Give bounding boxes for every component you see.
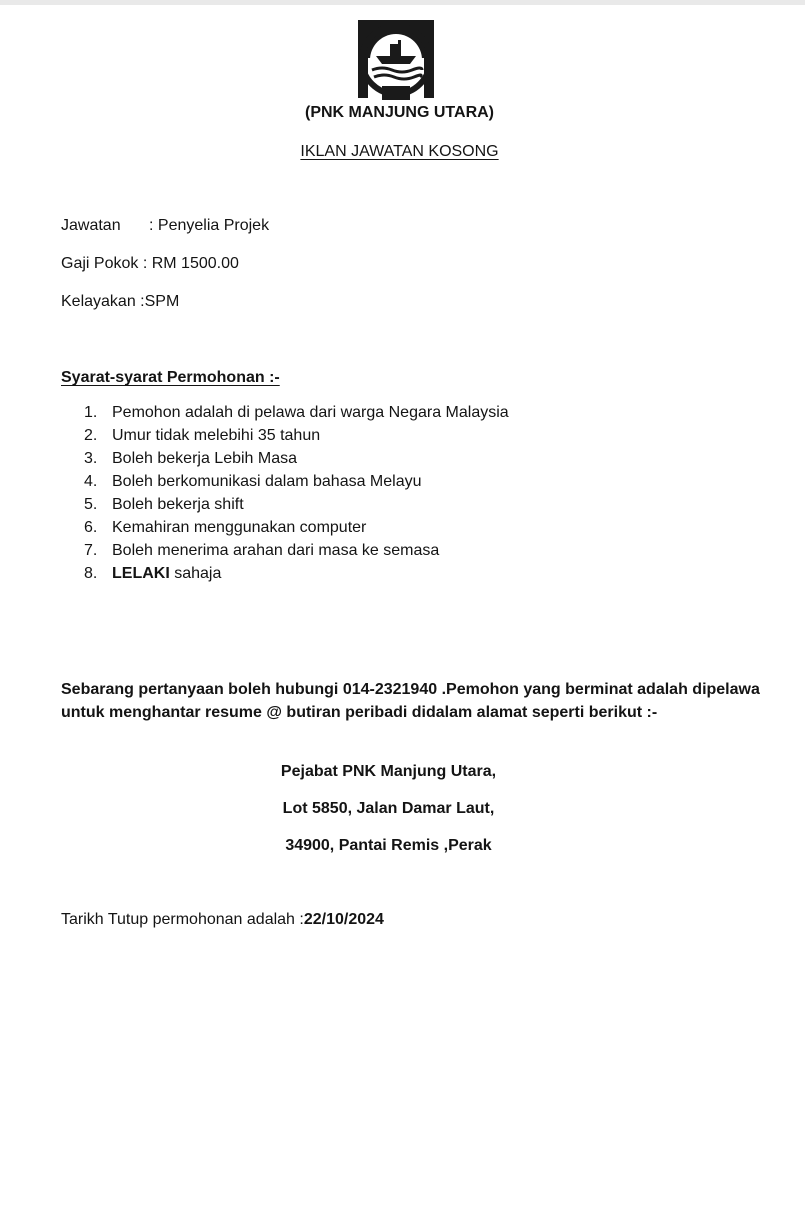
salary-label: Gaji Pokok [61,255,139,272]
list-item: 3. Boleh bekerja Lebih Masa [84,450,298,467]
document-title: IKLAN JAWATAN KOSONG [300,143,499,160]
list-item: 7. Boleh menerima arahan dari masa ke semasa [84,542,440,559]
requirements-heading: Syarat-syarat Permohonan :- [61,369,280,386]
salary-value: : RM 1500.00 [142,255,239,272]
pnk-logo-icon [352,18,440,102]
list-item: 4. Boleh berkomunikasi dalam bahasa Melayu [84,473,422,490]
position-value: : Penyelia Projek [149,217,270,234]
list-item: 1. Pemohon adalah di pelawa dari warga Negara Malaysia [84,404,509,421]
organization-name: (PNK MANJUNG UTARA) [304,104,495,121]
contact-paragraph: Sebarang pertanyaan boleh hubungi 014-2321940 .Pemohon yang berminat adalah dipelawa untuk menghantar resume @ butiran peribadi didalam alamat seperti berikut :- [61,681,760,721]
closing-date: 22/10/2024 [303,911,384,928]
list-item: 5. Boleh bekerja shift [84,496,244,513]
qualification-label: Kelayakan [61,293,136,310]
address-line-2: Lot 5850, Jalan Damar Laut, [282,800,495,817]
list-item: 2. Umur tidak melebihi 35 tahun [84,427,321,444]
position-label: Jawatan [61,217,121,234]
list-item: 8. LELAKI sahaja [84,565,222,582]
closing-label: Tarikh Tutup permohonan adalah : [61,911,304,928]
qualification-field [61,293,179,311]
address-line-3: 34900, Pantai Remis ,Perak [285,837,492,854]
position-field [61,217,269,235]
qualification-value: :SPM [140,293,180,310]
requirements-list [84,403,509,587]
salary-field [61,255,239,273]
page-top-edge [0,0,805,5]
closing-date-line [61,911,384,929]
list-item: 6. Kemahiran menggunakan computer [84,519,367,536]
address-line-1: Pejabat PNK Manjung Utara, [280,763,497,780]
